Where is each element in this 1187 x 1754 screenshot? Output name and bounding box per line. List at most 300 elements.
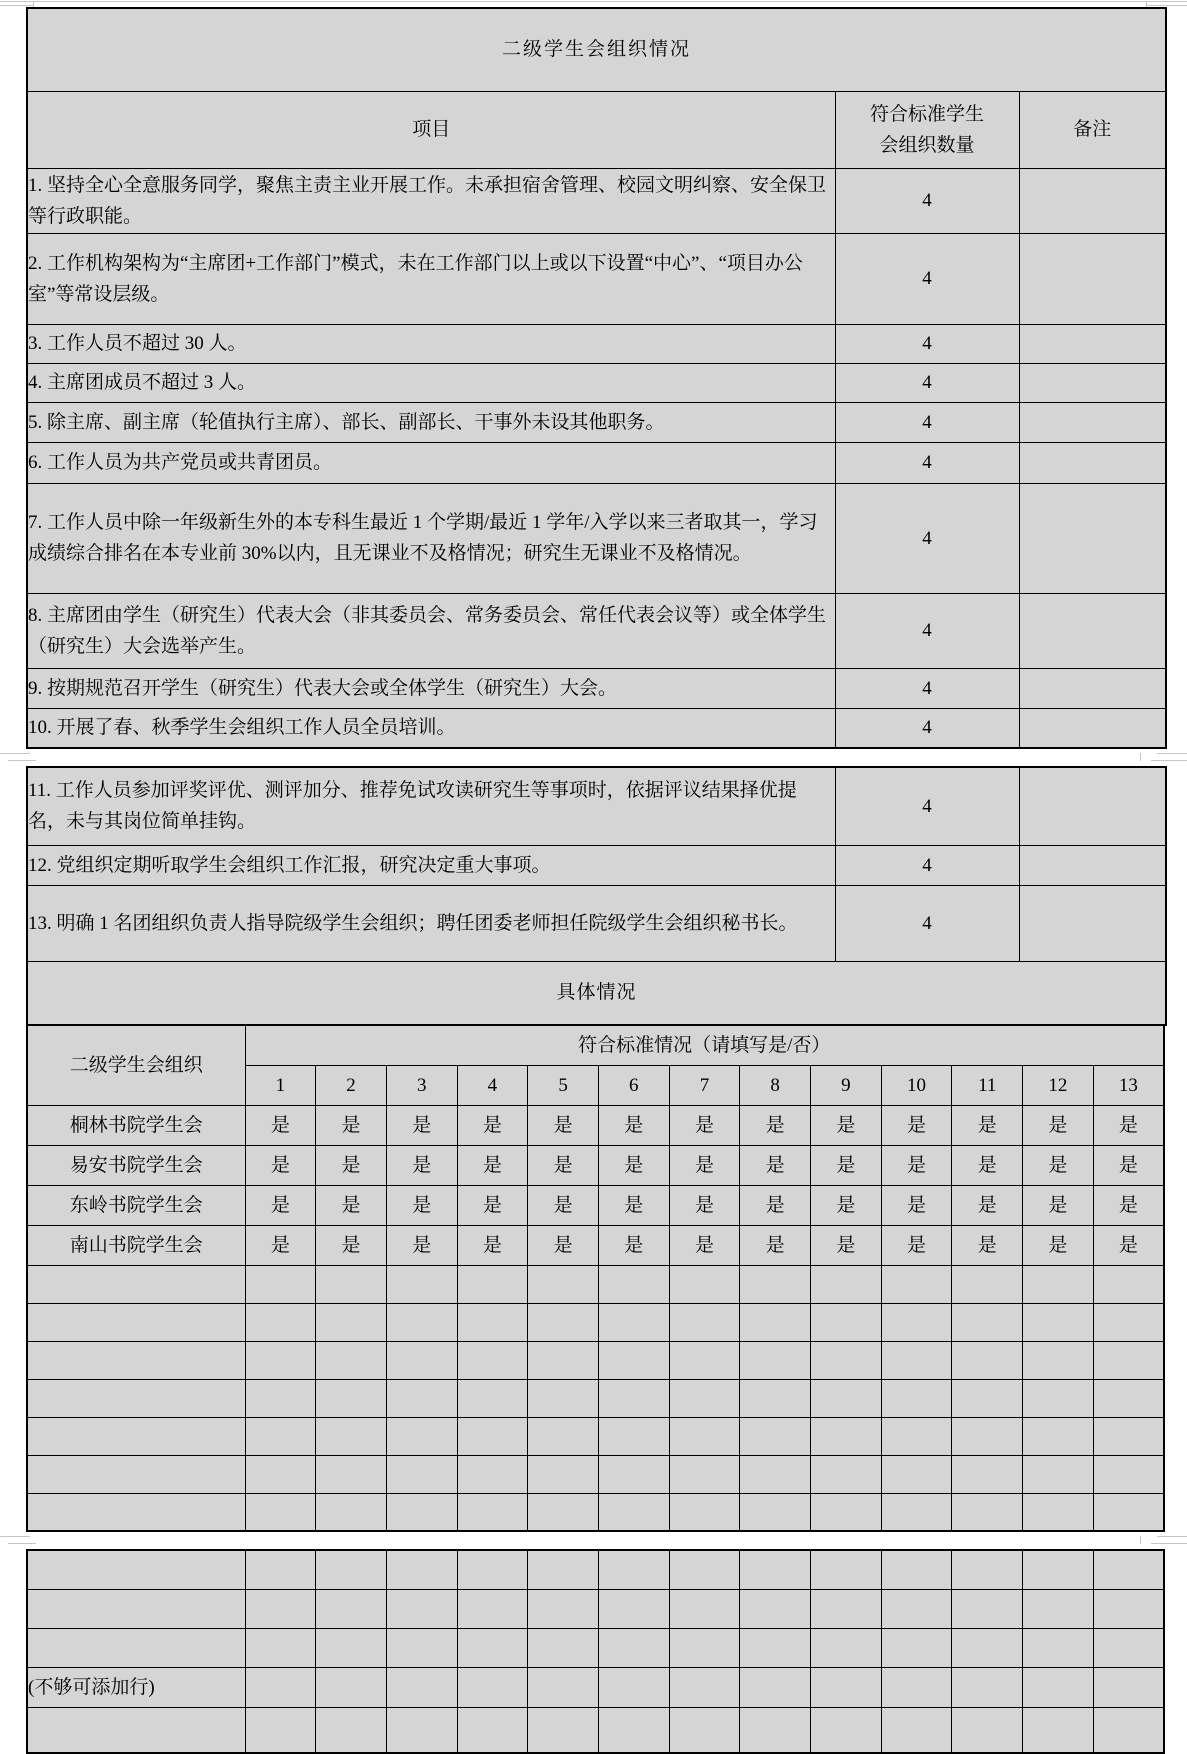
- compliance-cell-empty[interactable]: [669, 1341, 740, 1379]
- criteria-remark-cell[interactable]: [1019, 708, 1166, 748]
- compliance-cell-empty[interactable]: [881, 1667, 952, 1707]
- org-row: [27, 1225, 1164, 1265]
- compliance-cell[interactable]: 是: [1093, 1145, 1164, 1185]
- compliance-cell-empty[interactable]: [1023, 1667, 1094, 1707]
- compliance-cell[interactable]: 是: [528, 1225, 599, 1265]
- compliance-cell-empty[interactable]: [386, 1550, 457, 1589]
- compliance-cell-empty[interactable]: [528, 1550, 599, 1589]
- compliance-cell-empty[interactable]: [245, 1379, 316, 1417]
- note-row: [27, 1667, 1164, 1707]
- compliance-cell[interactable]: 是: [881, 1185, 952, 1225]
- compliance-cell[interactable]: 是: [528, 1105, 599, 1145]
- criteria-remark-cell[interactable]: [1019, 402, 1166, 442]
- compliance-cell-empty[interactable]: [245, 1589, 316, 1628]
- criteria-number-header: 5: [528, 1065, 599, 1105]
- criteria-row: [27, 885, 1166, 961]
- compliance-cell-empty[interactable]: [598, 1550, 669, 1589]
- org-name-cell[interactable]: 南山书院学生会: [27, 1225, 245, 1265]
- detail-table: [26, 1024, 1165, 1532]
- compliance-cell-empty[interactable]: [952, 1303, 1023, 1341]
- compliance-cell-empty[interactable]: [245, 1628, 316, 1667]
- compliance-cell-empty[interactable]: [811, 1379, 882, 1417]
- compliance-cell-empty[interactable]: [528, 1379, 599, 1417]
- criteria-count-cell[interactable]: 4: [835, 668, 1019, 708]
- compliance-cell-empty[interactable]: [881, 1707, 952, 1753]
- criteria-remark-cell[interactable]: [1019, 483, 1166, 593]
- compliance-cell-empty[interactable]: [669, 1265, 740, 1303]
- compliance-cell-empty[interactable]: [528, 1303, 599, 1341]
- criteria-count-cell[interactable]: 4: [835, 885, 1019, 961]
- criteria-number-header: 2: [316, 1065, 387, 1105]
- compliance-cell-empty[interactable]: [598, 1589, 669, 1628]
- org-name-cell[interactable]: 东岭书院学生会: [27, 1185, 245, 1225]
- compliance-cell-empty[interactable]: [1093, 1493, 1164, 1531]
- compliance-cell[interactable]: 是: [952, 1225, 1023, 1265]
- org-name-cell-empty[interactable]: [27, 1628, 245, 1667]
- compliance-cell-empty[interactable]: [1023, 1303, 1094, 1341]
- criteria-remark-cell[interactable]: [1019, 593, 1166, 668]
- compliance-cell-empty[interactable]: [1093, 1455, 1164, 1493]
- criteria-count-cell[interactable]: 4: [835, 442, 1019, 483]
- criteria-table-page2: [26, 766, 1167, 1026]
- compliance-cell[interactable]: 是: [316, 1145, 387, 1185]
- compliance-cell[interactable]: 是: [457, 1105, 528, 1145]
- compliance-cell[interactable]: 是: [245, 1225, 316, 1265]
- compliance-cell-empty[interactable]: [245, 1417, 316, 1455]
- org-name-cell-empty[interactable]: [27, 1707, 245, 1753]
- compliance-cell-empty[interactable]: [386, 1667, 457, 1707]
- compliance-cell[interactable]: 是: [316, 1225, 387, 1265]
- criteria-text: 7. 工作人员中除一年级新生外的本专科生最近 1 个学期/最近 1 学年/入学以来三者取其一，学习成绩综合排名在本专业前 30%以内，且无课业不及格情况；研究生无课业不及格情况。: [27, 483, 835, 593]
- criteria-count-cell[interactable]: 4: [835, 233, 1019, 324]
- criteria-count-cell[interactable]: 4: [835, 402, 1019, 442]
- compliance-cell-empty[interactable]: [669, 1303, 740, 1341]
- compliance-cell-empty[interactable]: [1093, 1550, 1164, 1589]
- compliance-cell[interactable]: 是: [740, 1185, 811, 1225]
- compliance-cell-empty[interactable]: [952, 1265, 1023, 1303]
- compliance-cell-empty[interactable]: [881, 1303, 952, 1341]
- empty-row: [27, 1379, 1164, 1417]
- compliance-cell[interactable]: 是: [528, 1185, 599, 1225]
- compliance-cell[interactable]: 是: [386, 1145, 457, 1185]
- compliance-cell-empty[interactable]: [811, 1303, 882, 1341]
- compliance-cell[interactable]: 是: [1023, 1185, 1094, 1225]
- compliance-cell[interactable]: 是: [811, 1185, 882, 1225]
- compliance-cell-empty[interactable]: [457, 1667, 528, 1707]
- org-name-cell-empty[interactable]: [27, 1589, 245, 1628]
- criteria-remark-cell[interactable]: [1019, 885, 1166, 961]
- compliance-cell-empty[interactable]: [952, 1455, 1023, 1493]
- compliance-cell[interactable]: 是: [316, 1105, 387, 1145]
- criteria-remark-cell[interactable]: [1019, 233, 1166, 324]
- compliance-cell-empty[interactable]: [598, 1265, 669, 1303]
- compliance-cell-empty[interactable]: [245, 1493, 316, 1531]
- org-name-cell-empty[interactable]: [27, 1265, 245, 1303]
- compliance-cell-empty[interactable]: [386, 1455, 457, 1493]
- compliance-cell-empty[interactable]: [1093, 1707, 1164, 1753]
- org-name-cell-empty[interactable]: [27, 1455, 245, 1493]
- compliance-cell-empty[interactable]: [811, 1550, 882, 1589]
- empty-row: [27, 1303, 1164, 1341]
- criteria-remark-cell[interactable]: [1019, 845, 1166, 885]
- org-name-cell-empty[interactable]: [27, 1379, 245, 1417]
- compliance-cell[interactable]: 是: [245, 1105, 316, 1145]
- compliance-cell-empty[interactable]: [316, 1707, 387, 1753]
- compliance-cell[interactable]: 是: [598, 1185, 669, 1225]
- compliance-cell-empty[interactable]: [457, 1265, 528, 1303]
- org-name-cell-empty[interactable]: [27, 1303, 245, 1341]
- criteria-remark-cell[interactable]: [1019, 363, 1166, 402]
- compliance-cell-empty[interactable]: [245, 1667, 316, 1707]
- compliance-cell-empty[interactable]: [457, 1589, 528, 1628]
- compliance-cell-empty[interactable]: [386, 1265, 457, 1303]
- org-name-cell-empty[interactable]: [27, 1417, 245, 1455]
- compliance-cell-empty[interactable]: [881, 1265, 952, 1303]
- compliance-cell-empty[interactable]: [528, 1341, 599, 1379]
- document-page-2: [0, 766, 1187, 1532]
- compliance-cell-empty[interactable]: [952, 1628, 1023, 1667]
- compliance-cell-empty[interactable]: [1093, 1303, 1164, 1341]
- compliance-cell-empty[interactable]: [245, 1550, 316, 1589]
- compliance-cell-empty[interactable]: [1093, 1265, 1164, 1303]
- org-name-cell-empty[interactable]: [27, 1550, 245, 1589]
- compliance-cell-empty[interactable]: [528, 1707, 599, 1753]
- compliance-cell-empty[interactable]: [881, 1550, 952, 1589]
- compliance-cell[interactable]: 是: [1023, 1145, 1094, 1185]
- compliance-cell-empty[interactable]: [740, 1265, 811, 1303]
- compliance-cell[interactable]: 是: [811, 1225, 882, 1265]
- compliance-cell-empty[interactable]: [245, 1455, 316, 1493]
- compliance-cell-empty[interactable]: [952, 1379, 1023, 1417]
- detail-org-header: 二级学生会组织: [27, 1025, 245, 1105]
- criteria-count-cell[interactable]: 4: [835, 845, 1019, 885]
- compliance-cell-empty[interactable]: [669, 1667, 740, 1707]
- compliance-cell-empty[interactable]: [598, 1379, 669, 1417]
- compliance-cell[interactable]: 是: [1093, 1225, 1164, 1265]
- criteria-text: 9. 按期规范召开学生（研究生）代表大会或全体学生（研究生）大会。: [27, 668, 835, 708]
- criteria-number-header: 9: [811, 1065, 882, 1105]
- compliance-cell[interactable]: 是: [528, 1145, 599, 1185]
- compliance-cell-empty[interactable]: [669, 1707, 740, 1753]
- compliance-cell[interactable]: 是: [1023, 1225, 1094, 1265]
- compliance-cell-empty[interactable]: [528, 1455, 599, 1493]
- compliance-cell[interactable]: 是: [952, 1185, 1023, 1225]
- compliance-cell-empty[interactable]: [316, 1303, 387, 1341]
- compliance-cell[interactable]: 是: [386, 1105, 457, 1145]
- compliance-cell[interactable]: 是: [740, 1225, 811, 1265]
- compliance-cell-empty[interactable]: [1093, 1667, 1164, 1707]
- compliance-cell-empty[interactable]: [598, 1455, 669, 1493]
- compliance-cell-empty[interactable]: [740, 1455, 811, 1493]
- compliance-cell-empty[interactable]: [598, 1667, 669, 1707]
- compliance-cell-empty[interactable]: [386, 1417, 457, 1455]
- criteria-text: 12. 党组织定期听取学生会组织工作汇报，研究决定重大事项。: [27, 845, 835, 885]
- compliance-cell[interactable]: 是: [740, 1105, 811, 1145]
- compliance-cell-empty[interactable]: [1023, 1379, 1094, 1417]
- org-name-cell[interactable]: 易安书院学生会: [27, 1145, 245, 1185]
- criteria-number-header: 3: [386, 1065, 457, 1105]
- compliance-cell-empty[interactable]: [881, 1379, 952, 1417]
- compliance-cell[interactable]: 是: [245, 1145, 316, 1185]
- page-break-2: [0, 1532, 1187, 1549]
- compliance-cell-empty[interactable]: [1093, 1379, 1164, 1417]
- compliance-cell-empty[interactable]: [811, 1589, 882, 1628]
- criteria-count-cell[interactable]: 4: [835, 767, 1019, 845]
- compliance-cell-empty[interactable]: [316, 1265, 387, 1303]
- compliance-cell[interactable]: 是: [457, 1185, 528, 1225]
- org-row: [27, 1145, 1164, 1185]
- criteria-number-header: 11: [952, 1065, 1023, 1105]
- compliance-cell-empty[interactable]: [598, 1707, 669, 1753]
- compliance-cell-empty[interactable]: [740, 1667, 811, 1707]
- empty-row: [27, 1707, 1164, 1753]
- compliance-cell-empty[interactable]: [1093, 1417, 1164, 1455]
- compliance-cell-empty[interactable]: [669, 1550, 740, 1589]
- criteria-text: 10. 开展了春、秋季学生会组织工作人员全员培训。: [27, 708, 835, 748]
- compliance-cell-empty[interactable]: [1093, 1589, 1164, 1628]
- compliance-cell[interactable]: 是: [669, 1105, 740, 1145]
- compliance-cell-empty[interactable]: [457, 1455, 528, 1493]
- compliance-cell-empty[interactable]: [245, 1707, 316, 1753]
- compliance-cell-empty[interactable]: [740, 1303, 811, 1341]
- compliance-cell-empty[interactable]: [811, 1667, 882, 1707]
- compliance-cell-empty[interactable]: [457, 1628, 528, 1667]
- compliance-cell-empty[interactable]: [457, 1379, 528, 1417]
- compliance-cell-empty[interactable]: [598, 1341, 669, 1379]
- compliance-cell-empty[interactable]: [316, 1379, 387, 1417]
- criteria-count-cell[interactable]: 4: [835, 168, 1019, 233]
- compliance-cell-empty[interactable]: [811, 1628, 882, 1667]
- compliance-cell[interactable]: 是: [457, 1225, 528, 1265]
- criteria-count-cell[interactable]: 4: [835, 363, 1019, 402]
- compliance-cell-empty[interactable]: [457, 1303, 528, 1341]
- compliance-cell-empty[interactable]: [457, 1550, 528, 1589]
- org-row: [27, 1105, 1164, 1145]
- compliance-cell-empty[interactable]: [528, 1628, 599, 1667]
- criteria-text: 5. 除主席、副主席（轮值执行主席）、部长、副部长、干事外未设其他职务。: [27, 402, 835, 442]
- compliance-cell-empty[interactable]: [669, 1628, 740, 1667]
- compliance-cell-empty[interactable]: [457, 1707, 528, 1753]
- compliance-cell-empty[interactable]: [740, 1550, 811, 1589]
- compliance-cell-empty[interactable]: [952, 1707, 1023, 1753]
- empty-row: [27, 1341, 1164, 1379]
- compliance-cell-empty[interactable]: [1093, 1628, 1164, 1667]
- compliance-cell-empty[interactable]: [669, 1379, 740, 1417]
- section-title: 具体情况: [27, 961, 1166, 1025]
- compliance-cell-empty[interactable]: [811, 1455, 882, 1493]
- compliance-cell-empty[interactable]: [457, 1417, 528, 1455]
- compliance-cell[interactable]: 是: [245, 1185, 316, 1225]
- criteria-number-header: 13: [1093, 1065, 1164, 1105]
- compliance-cell-empty[interactable]: [1023, 1341, 1094, 1379]
- criteria-row: [27, 233, 1166, 324]
- compliance-cell[interactable]: 是: [1093, 1185, 1164, 1225]
- compliance-cell-empty[interactable]: [811, 1493, 882, 1531]
- compliance-cell-empty[interactable]: [740, 1589, 811, 1628]
- compliance-cell[interactable]: 是: [316, 1185, 387, 1225]
- compliance-cell-empty[interactable]: [386, 1341, 457, 1379]
- compliance-cell-empty[interactable]: [316, 1493, 387, 1531]
- compliance-cell-empty[interactable]: [598, 1493, 669, 1531]
- compliance-cell-empty[interactable]: [316, 1628, 387, 1667]
- compliance-cell[interactable]: 是: [881, 1225, 952, 1265]
- compliance-cell-empty[interactable]: [952, 1417, 1023, 1455]
- criteria-text: 8. 主席团由学生（研究生）代表大会（非其委员会、常务委员会、常任代表会议等）或全体学生（研究生）大会选举产生。: [27, 593, 835, 668]
- criteria-remark-cell[interactable]: [1019, 168, 1166, 233]
- compliance-cell-empty[interactable]: [1023, 1265, 1094, 1303]
- column-header-item: 项目: [27, 91, 835, 168]
- compliance-cell-empty[interactable]: [881, 1628, 952, 1667]
- org-name-cell[interactable]: 桐林书院学生会: [27, 1105, 245, 1145]
- section-title-row: [27, 961, 1166, 1025]
- compliance-cell-empty[interactable]: [881, 1341, 952, 1379]
- compliance-cell-empty[interactable]: [811, 1707, 882, 1753]
- compliance-cell-empty[interactable]: [669, 1589, 740, 1628]
- header-row: [27, 91, 1166, 168]
- compliance-cell[interactable]: 是: [598, 1105, 669, 1145]
- compliance-cell-empty[interactable]: [316, 1667, 387, 1707]
- compliance-cell-empty[interactable]: [598, 1417, 669, 1455]
- criteria-row: [27, 708, 1166, 748]
- compliance-cell-empty[interactable]: [528, 1493, 599, 1531]
- criteria-remark-cell[interactable]: [1019, 442, 1166, 483]
- column-header-count: [835, 91, 1019, 168]
- compliance-cell-empty[interactable]: [316, 1589, 387, 1628]
- criteria-row: [27, 668, 1166, 708]
- compliance-cell-empty[interactable]: [669, 1455, 740, 1493]
- criteria-row: [27, 767, 1166, 845]
- compliance-cell[interactable]: 是: [881, 1145, 952, 1185]
- compliance-cell-empty[interactable]: [740, 1379, 811, 1417]
- compliance-cell-empty[interactable]: [952, 1550, 1023, 1589]
- compliance-cell-empty[interactable]: [316, 1341, 387, 1379]
- detail-status-header: 符合标准情况（请填写是/否）: [245, 1025, 1164, 1065]
- criteria-number-header: 8: [740, 1065, 811, 1105]
- empty-row: [27, 1550, 1164, 1589]
- empty-row: [27, 1589, 1164, 1628]
- compliance-cell-empty[interactable]: [386, 1379, 457, 1417]
- compliance-cell-empty[interactable]: [811, 1417, 882, 1455]
- compliance-cell[interactable]: 是: [811, 1105, 882, 1145]
- compliance-cell-empty[interactable]: [952, 1493, 1023, 1531]
- criteria-count-cell[interactable]: 4: [835, 324, 1019, 363]
- compliance-cell-empty[interactable]: [386, 1707, 457, 1753]
- compliance-cell-empty[interactable]: [881, 1417, 952, 1455]
- compliance-cell[interactable]: 是: [952, 1145, 1023, 1185]
- compliance-cell-empty[interactable]: [881, 1493, 952, 1531]
- compliance-cell-empty[interactable]: [528, 1417, 599, 1455]
- criteria-row: [27, 845, 1166, 885]
- compliance-cell-empty[interactable]: [1023, 1589, 1094, 1628]
- compliance-cell-empty[interactable]: [740, 1417, 811, 1455]
- compliance-cell[interactable]: 是: [386, 1225, 457, 1265]
- criteria-remark-cell[interactable]: [1019, 324, 1166, 363]
- compliance-cell-empty[interactable]: [386, 1628, 457, 1667]
- compliance-cell[interactable]: 是: [811, 1145, 882, 1185]
- compliance-cell-empty[interactable]: [881, 1455, 952, 1493]
- compliance-cell-empty[interactable]: [457, 1493, 528, 1531]
- compliance-cell-empty[interactable]: [740, 1493, 811, 1531]
- compliance-cell[interactable]: 是: [740, 1145, 811, 1185]
- compliance-cell-empty[interactable]: [669, 1493, 740, 1531]
- compliance-cell-empty[interactable]: [316, 1455, 387, 1493]
- compliance-cell-empty[interactable]: [316, 1550, 387, 1589]
- compliance-cell-empty[interactable]: [740, 1707, 811, 1753]
- compliance-cell-empty[interactable]: [740, 1628, 811, 1667]
- compliance-cell-empty[interactable]: [528, 1589, 599, 1628]
- compliance-cell-empty[interactable]: [1023, 1628, 1094, 1667]
- criteria-count-cell[interactable]: 4: [835, 483, 1019, 593]
- criteria-number-header: 4: [457, 1065, 528, 1105]
- compliance-cell-empty[interactable]: [245, 1265, 316, 1303]
- criteria-row: [27, 442, 1166, 483]
- compliance-cell-empty[interactable]: [1023, 1455, 1094, 1493]
- compliance-cell-empty[interactable]: [1023, 1550, 1094, 1589]
- compliance-cell-empty[interactable]: [811, 1265, 882, 1303]
- compliance-cell-empty[interactable]: [740, 1341, 811, 1379]
- compliance-cell-empty[interactable]: [881, 1589, 952, 1628]
- compliance-cell-empty[interactable]: [316, 1417, 387, 1455]
- compliance-cell[interactable]: 是: [669, 1185, 740, 1225]
- compliance-cell-empty[interactable]: [528, 1265, 599, 1303]
- column-header-remark: 备注: [1019, 91, 1166, 168]
- compliance-cell-empty[interactable]: [669, 1417, 740, 1455]
- compliance-cell-empty[interactable]: [952, 1341, 1023, 1379]
- empty-row: [27, 1628, 1164, 1667]
- compliance-cell-empty[interactable]: [528, 1667, 599, 1707]
- compliance-cell-empty[interactable]: [1093, 1341, 1164, 1379]
- compliance-cell[interactable]: 是: [669, 1225, 740, 1265]
- note-cell[interactable]: (不够可添加行): [27, 1667, 245, 1707]
- compliance-cell-empty[interactable]: [1023, 1417, 1094, 1455]
- compliance-cell-empty[interactable]: [1023, 1707, 1094, 1753]
- document-page-1: [0, 7, 1187, 749]
- compliance-cell[interactable]: 是: [669, 1145, 740, 1185]
- criteria-remark-cell[interactable]: [1019, 767, 1166, 845]
- compliance-cell-empty[interactable]: [386, 1303, 457, 1341]
- compliance-cell-empty[interactable]: [386, 1493, 457, 1531]
- compliance-cell-empty[interactable]: [952, 1667, 1023, 1707]
- compliance-cell[interactable]: 是: [598, 1145, 669, 1185]
- compliance-cell[interactable]: 是: [952, 1105, 1023, 1145]
- criteria-text: 1. 坚持全心全意服务同学，聚焦主责主业开展工作。未承担宿舍管理、校园文明纠察、安全保卫等行政职能。: [27, 168, 835, 233]
- compliance-cell-empty[interactable]: [811, 1341, 882, 1379]
- compliance-cell-empty[interactable]: [245, 1303, 316, 1341]
- compliance-cell[interactable]: 是: [881, 1105, 952, 1145]
- compliance-cell-empty[interactable]: [598, 1303, 669, 1341]
- compliance-cell[interactable]: 是: [386, 1185, 457, 1225]
- compliance-cell-empty[interactable]: [457, 1341, 528, 1379]
- criteria-remark-cell[interactable]: [1019, 668, 1166, 708]
- org-name-cell-empty[interactable]: [27, 1493, 245, 1531]
- compliance-cell[interactable]: 是: [457, 1145, 528, 1185]
- compliance-cell-empty[interactable]: [245, 1341, 316, 1379]
- org-row: [27, 1185, 1164, 1225]
- compliance-cell-empty[interactable]: [952, 1589, 1023, 1628]
- compliance-cell-empty[interactable]: [598, 1628, 669, 1667]
- empty-row: [27, 1455, 1164, 1493]
- criteria-count-cell[interactable]: 4: [835, 708, 1019, 748]
- org-name-cell-empty[interactable]: [27, 1341, 245, 1379]
- compliance-cell-empty[interactable]: [1023, 1493, 1094, 1531]
- compliance-cell-empty[interactable]: [386, 1589, 457, 1628]
- compliance-cell[interactable]: 是: [1093, 1105, 1164, 1145]
- detail-header-row: [27, 1025, 1164, 1065]
- criteria-count-cell[interactable]: 4: [835, 593, 1019, 668]
- compliance-cell[interactable]: 是: [598, 1225, 669, 1265]
- criteria-number-header: 12: [1023, 1065, 1094, 1105]
- compliance-cell[interactable]: 是: [1023, 1105, 1094, 1145]
